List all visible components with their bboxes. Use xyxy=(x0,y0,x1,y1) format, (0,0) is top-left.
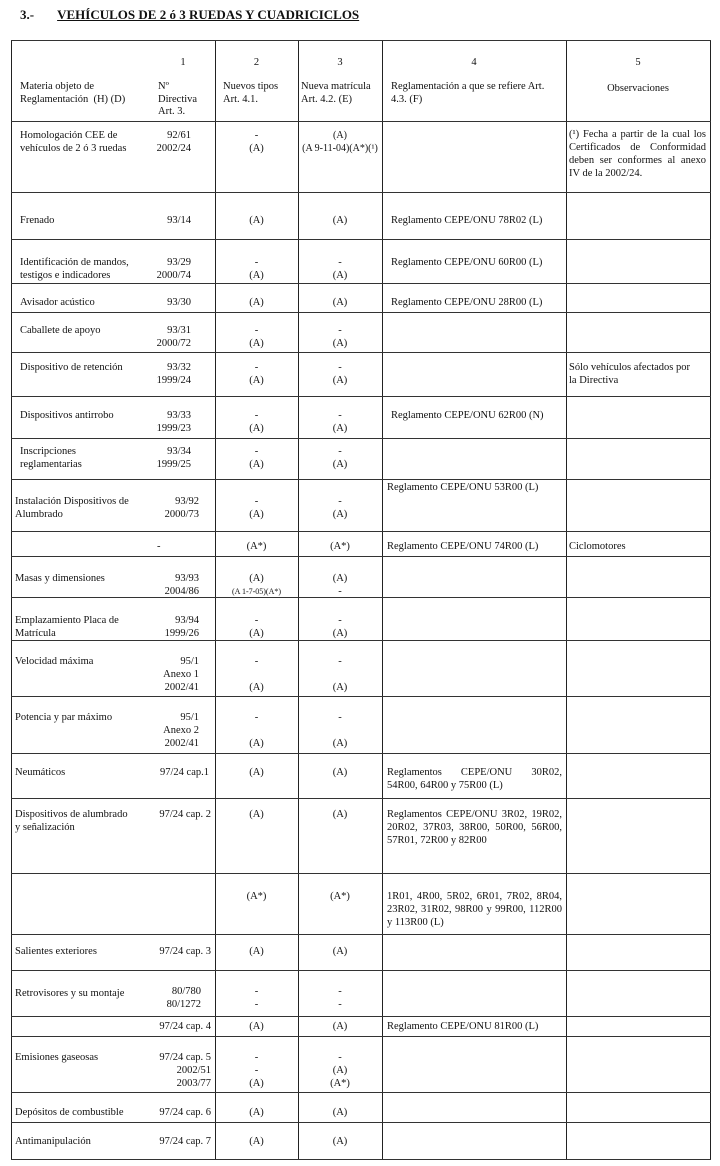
cell-nueva-matricula: (A) xyxy=(332,297,348,308)
column-number: 3 xyxy=(337,57,343,68)
column-number: 5 xyxy=(635,57,641,68)
cell-nuevos-tipos: (A) xyxy=(249,573,264,584)
cell-directiva: 97/24 cap.1 xyxy=(160,767,209,778)
cell-observaciones: Ciclomotores xyxy=(569,541,626,552)
cell-nuevos-tipos: - (A) xyxy=(249,325,264,349)
cell-directiva: 95/1 Anexo 1 2002/41 xyxy=(163,656,199,693)
cell-materia: Caballete de apoyo xyxy=(20,325,101,336)
row-divider xyxy=(11,121,711,122)
cell-materia: Homologación CEE de vehículos de 2 ó 3 ruedas xyxy=(20,130,127,154)
cell-nuevos-tipos: - - (A) xyxy=(249,1052,264,1089)
row-divider xyxy=(11,696,711,697)
cell-materia: Inscripciones reglamentarias xyxy=(20,446,82,470)
cell-materia: Retrovisores y su montaje xyxy=(15,988,125,999)
cell-materia: Velocidad máxima xyxy=(15,656,94,667)
cell-nuevos-tipos: - (A) xyxy=(249,496,264,520)
cell-nueva-matricula: (A*) xyxy=(330,891,350,902)
cell-nuevos-tipos: - (A) xyxy=(249,615,264,639)
cell-materia: Neumáticos xyxy=(15,767,66,778)
row-divider xyxy=(11,970,711,971)
row-divider xyxy=(11,479,711,480)
cell-reglamentacion: Reglamento CEPE/ONU 81R00 (L) xyxy=(387,1021,539,1032)
cell-directiva: 93/31 2000/72 xyxy=(156,325,191,349)
cell-nueva-matricula: (A) xyxy=(332,1021,348,1032)
cell-materia: Frenado xyxy=(20,215,55,226)
cell-nueva-matricula: - (A) xyxy=(332,446,348,470)
cell-nueva-matricula: (A) (A 9-11-04)(A*)(¹) xyxy=(302,130,378,154)
cell-nuevos-tipos: - (A) xyxy=(249,257,264,281)
cell-nueva-matricula: (A*) xyxy=(330,541,350,552)
cell-nueva-matricula: - (A) (A*) xyxy=(330,1052,350,1089)
table-border-bottom xyxy=(11,1159,711,1160)
cell-directiva: 97/24 cap. 5 2002/51 2003/77 xyxy=(159,1052,211,1089)
cell-nuevos-tipos: (A) xyxy=(249,1021,264,1032)
header-observaciones: Observaciones xyxy=(607,83,669,94)
cell-directiva: 93/32 1999/24 xyxy=(156,362,191,386)
cell-nuevos-tipos-date: (A 1-7-05)(A*) xyxy=(231,587,282,596)
cell-directiva: 97/24 cap. 7 xyxy=(159,1136,211,1147)
cell-nuevos-tipos: (A*) xyxy=(246,541,267,552)
cell-nueva-matricula: - (A) xyxy=(332,615,348,639)
row-divider xyxy=(11,192,711,193)
cell-observaciones: (¹) Fecha a partir de la cual los Certificados de Conformidad deben ser conformes al anexo IV de la 2002/24. xyxy=(569,129,706,179)
cell-materia: Antimanipulación xyxy=(15,1136,91,1147)
cell-directiva: 93/92 2000/73 xyxy=(164,496,199,520)
cell-nuevos-tipos: - (A) xyxy=(249,712,264,749)
section-heading xyxy=(20,7,359,23)
cell-nuevos-tipos: (A) xyxy=(249,215,264,226)
cell-nuevos-tipos: (A) xyxy=(249,809,264,820)
cell-nuevos-tipos: - (A) xyxy=(249,410,264,434)
cell-directiva: - xyxy=(157,541,161,552)
cell-directiva: 95/1 Anexo 2 2002/41 xyxy=(163,712,199,749)
cell-reglamentacion: Reglamento CEPE/ONU 78R02 (L) xyxy=(391,215,543,226)
header-nueva-matricula: Nueva matrícula Art. 4.2. (E) xyxy=(301,81,371,105)
row-divider xyxy=(11,312,711,313)
cell-reglamentacion: Reglamento CEPE/ONU 62R00 (N) xyxy=(391,410,544,421)
cell-nuevos-tipos: (A*) xyxy=(246,891,267,902)
cell-observaciones: Sólo vehículos afectados por la Directiva xyxy=(569,362,691,386)
row-divider xyxy=(11,1016,711,1017)
cell-nueva-matricula: - (A) xyxy=(332,257,348,281)
row-divider xyxy=(11,640,711,641)
column-number: 2 xyxy=(253,57,260,68)
row-divider xyxy=(11,283,711,284)
cell-directiva: 93/93 2004/86 xyxy=(164,573,199,597)
row-divider xyxy=(11,556,711,557)
cell-nueva-matricula: (A) - xyxy=(332,573,348,597)
section-number: 3.- xyxy=(20,7,35,22)
cell-materia: Identificación de mandos, testigos e indicadores xyxy=(20,257,129,281)
cell-directiva: 97/24 cap. 3 xyxy=(159,946,211,957)
cell-nueva-matricula: (A) xyxy=(332,809,348,820)
cell-nueva-matricula: (A) xyxy=(332,1107,348,1118)
row-divider xyxy=(11,396,711,397)
cell-nueva-matricula: - (A) xyxy=(332,362,348,386)
cell-materia: Instalación Dispositivos de Alumbrado xyxy=(15,496,129,520)
row-divider xyxy=(11,40,711,41)
cell-nuevos-tipos: (A) xyxy=(249,297,264,308)
row-divider xyxy=(11,798,711,799)
cell-nuevos-tipos: - (A) xyxy=(249,656,264,693)
row-divider xyxy=(11,753,711,754)
header-reglamentacion: Reglamentación a que se refiere Art. 4.3. (F) xyxy=(391,81,545,105)
cell-nueva-matricula: - (A) xyxy=(332,656,348,693)
cell-nuevos-tipos: (A) xyxy=(249,1107,264,1118)
cell-nuevos-tipos: - (A) xyxy=(249,130,264,154)
row-divider xyxy=(11,352,711,353)
cell-directiva: 93/14 xyxy=(167,215,191,226)
cell-nuevos-tipos: - (A) xyxy=(249,362,264,386)
column-number: 1 xyxy=(180,57,186,68)
cell-nueva-matricula: (A) xyxy=(332,946,348,957)
cell-reglamentacion: Reglamentos CEPE/ONU 30R02, 54R00, 64R00 y 75R00 (L) xyxy=(387,767,562,791)
cell-nueva-matricula: - (A) xyxy=(332,410,348,434)
cell-nuevos-tipos: (A) xyxy=(249,1136,264,1147)
cell-reglamentacion: Reglamento CEPE/ONU 74R00 (L) xyxy=(387,541,539,552)
cell-directiva: 97/24 cap. 4 xyxy=(159,1021,211,1032)
row-divider xyxy=(11,934,711,935)
header-nuevos-tipos: Nuevos tipos Art. 4.1. xyxy=(223,81,279,105)
cell-materia: Dispositivo de retención xyxy=(20,362,123,373)
cell-materia: Dispositivos de alumbrado y señalización xyxy=(15,809,128,833)
cell-nuevos-tipos: - - xyxy=(254,986,259,1010)
cell-materia: Emisiones gaseosas xyxy=(15,1052,99,1063)
cell-nueva-matricula: - - xyxy=(338,986,342,1010)
row-divider xyxy=(11,438,711,439)
row-divider xyxy=(11,873,711,874)
header-materia: Materia objeto de Reglamentación (H) (D) xyxy=(20,81,126,105)
cell-directiva: 93/29 2000/74 xyxy=(156,257,191,281)
table-border-right xyxy=(710,40,711,1160)
cell-nueva-matricula: (A) xyxy=(332,215,348,226)
cell-nuevos-tipos: (A) xyxy=(249,946,264,957)
cell-directiva: 97/24 cap. 6 xyxy=(159,1107,211,1118)
row-divider xyxy=(11,239,711,240)
cell-reglamentacion: 1R01, 4R00, 5R02, 6R01, 7R02, 8R04, 23R02, 31R02, 98R00 y 99R00, 112R00 y 113R00 (L) xyxy=(387,891,562,928)
cell-reglamentacion: Reglamentos CEPE/ONU 3R02, 19R02, 20R02, 37R03, 38R00, 50R00, 56R00, 57R01, 72R00 y 82R00 xyxy=(387,809,562,846)
cell-nuevos-tipos: - (A) xyxy=(249,446,264,470)
column-number: 4 xyxy=(471,57,477,68)
cell-directiva: 92/61 2002/24 xyxy=(156,130,191,154)
row-divider xyxy=(11,1092,711,1093)
cell-directiva: 93/34 1999/25 xyxy=(156,446,191,470)
cell-materia: Avisador acústico xyxy=(20,297,95,308)
row-divider xyxy=(11,1036,711,1037)
cell-nueva-matricula: - (A) xyxy=(332,325,348,349)
column-divider xyxy=(382,40,383,1160)
row-divider xyxy=(11,531,711,532)
cell-nueva-matricula: (A) xyxy=(332,1136,348,1147)
cell-materia: Depósitos de combustible xyxy=(15,1107,124,1118)
cell-materia: Dispositivos antirrobo xyxy=(20,410,114,421)
column-divider xyxy=(566,40,567,1160)
cell-reglamentacion: Reglamento CEPE/ONU 60R00 (L) xyxy=(391,257,543,268)
cell-nueva-matricula: - (A) xyxy=(332,712,348,749)
cell-materia: Masas y dimensiones xyxy=(15,573,105,584)
cell-nueva-matricula: - (A) xyxy=(332,496,348,520)
cell-materia: Potencia y par máximo xyxy=(15,712,113,723)
cell-directiva: 80/780 80/1272 xyxy=(166,986,201,1010)
regulation-table xyxy=(11,40,711,1160)
table-border-left xyxy=(11,40,12,1160)
cell-reglamentacion: Reglamento CEPE/ONU 28R00 (L) xyxy=(391,297,543,308)
cell-materia: Salientes exteriores xyxy=(15,946,97,957)
section-title: VEHÍCULOS DE 2 ó 3 RUEDAS Y CUADRICICLOS xyxy=(57,7,360,22)
row-divider xyxy=(11,1122,711,1123)
cell-nuevos-tipos: (A) xyxy=(249,767,264,778)
cell-nueva-matricula: (A) xyxy=(332,767,348,778)
cell-directiva: 97/24 cap. 2 xyxy=(159,809,211,820)
cell-directiva: 93/30 xyxy=(167,297,191,308)
header-directiva: Nº Directiva Art. 3. xyxy=(158,81,198,117)
cell-directiva: 93/33 1999/23 xyxy=(156,410,191,434)
cell-directiva: 93/94 1999/26 xyxy=(164,615,199,639)
cell-materia: Emplazamiento Placa de Matrícula xyxy=(15,615,119,639)
cell-reglamentacion: Reglamento CEPE/ONU 53R00 (L) xyxy=(387,482,539,493)
